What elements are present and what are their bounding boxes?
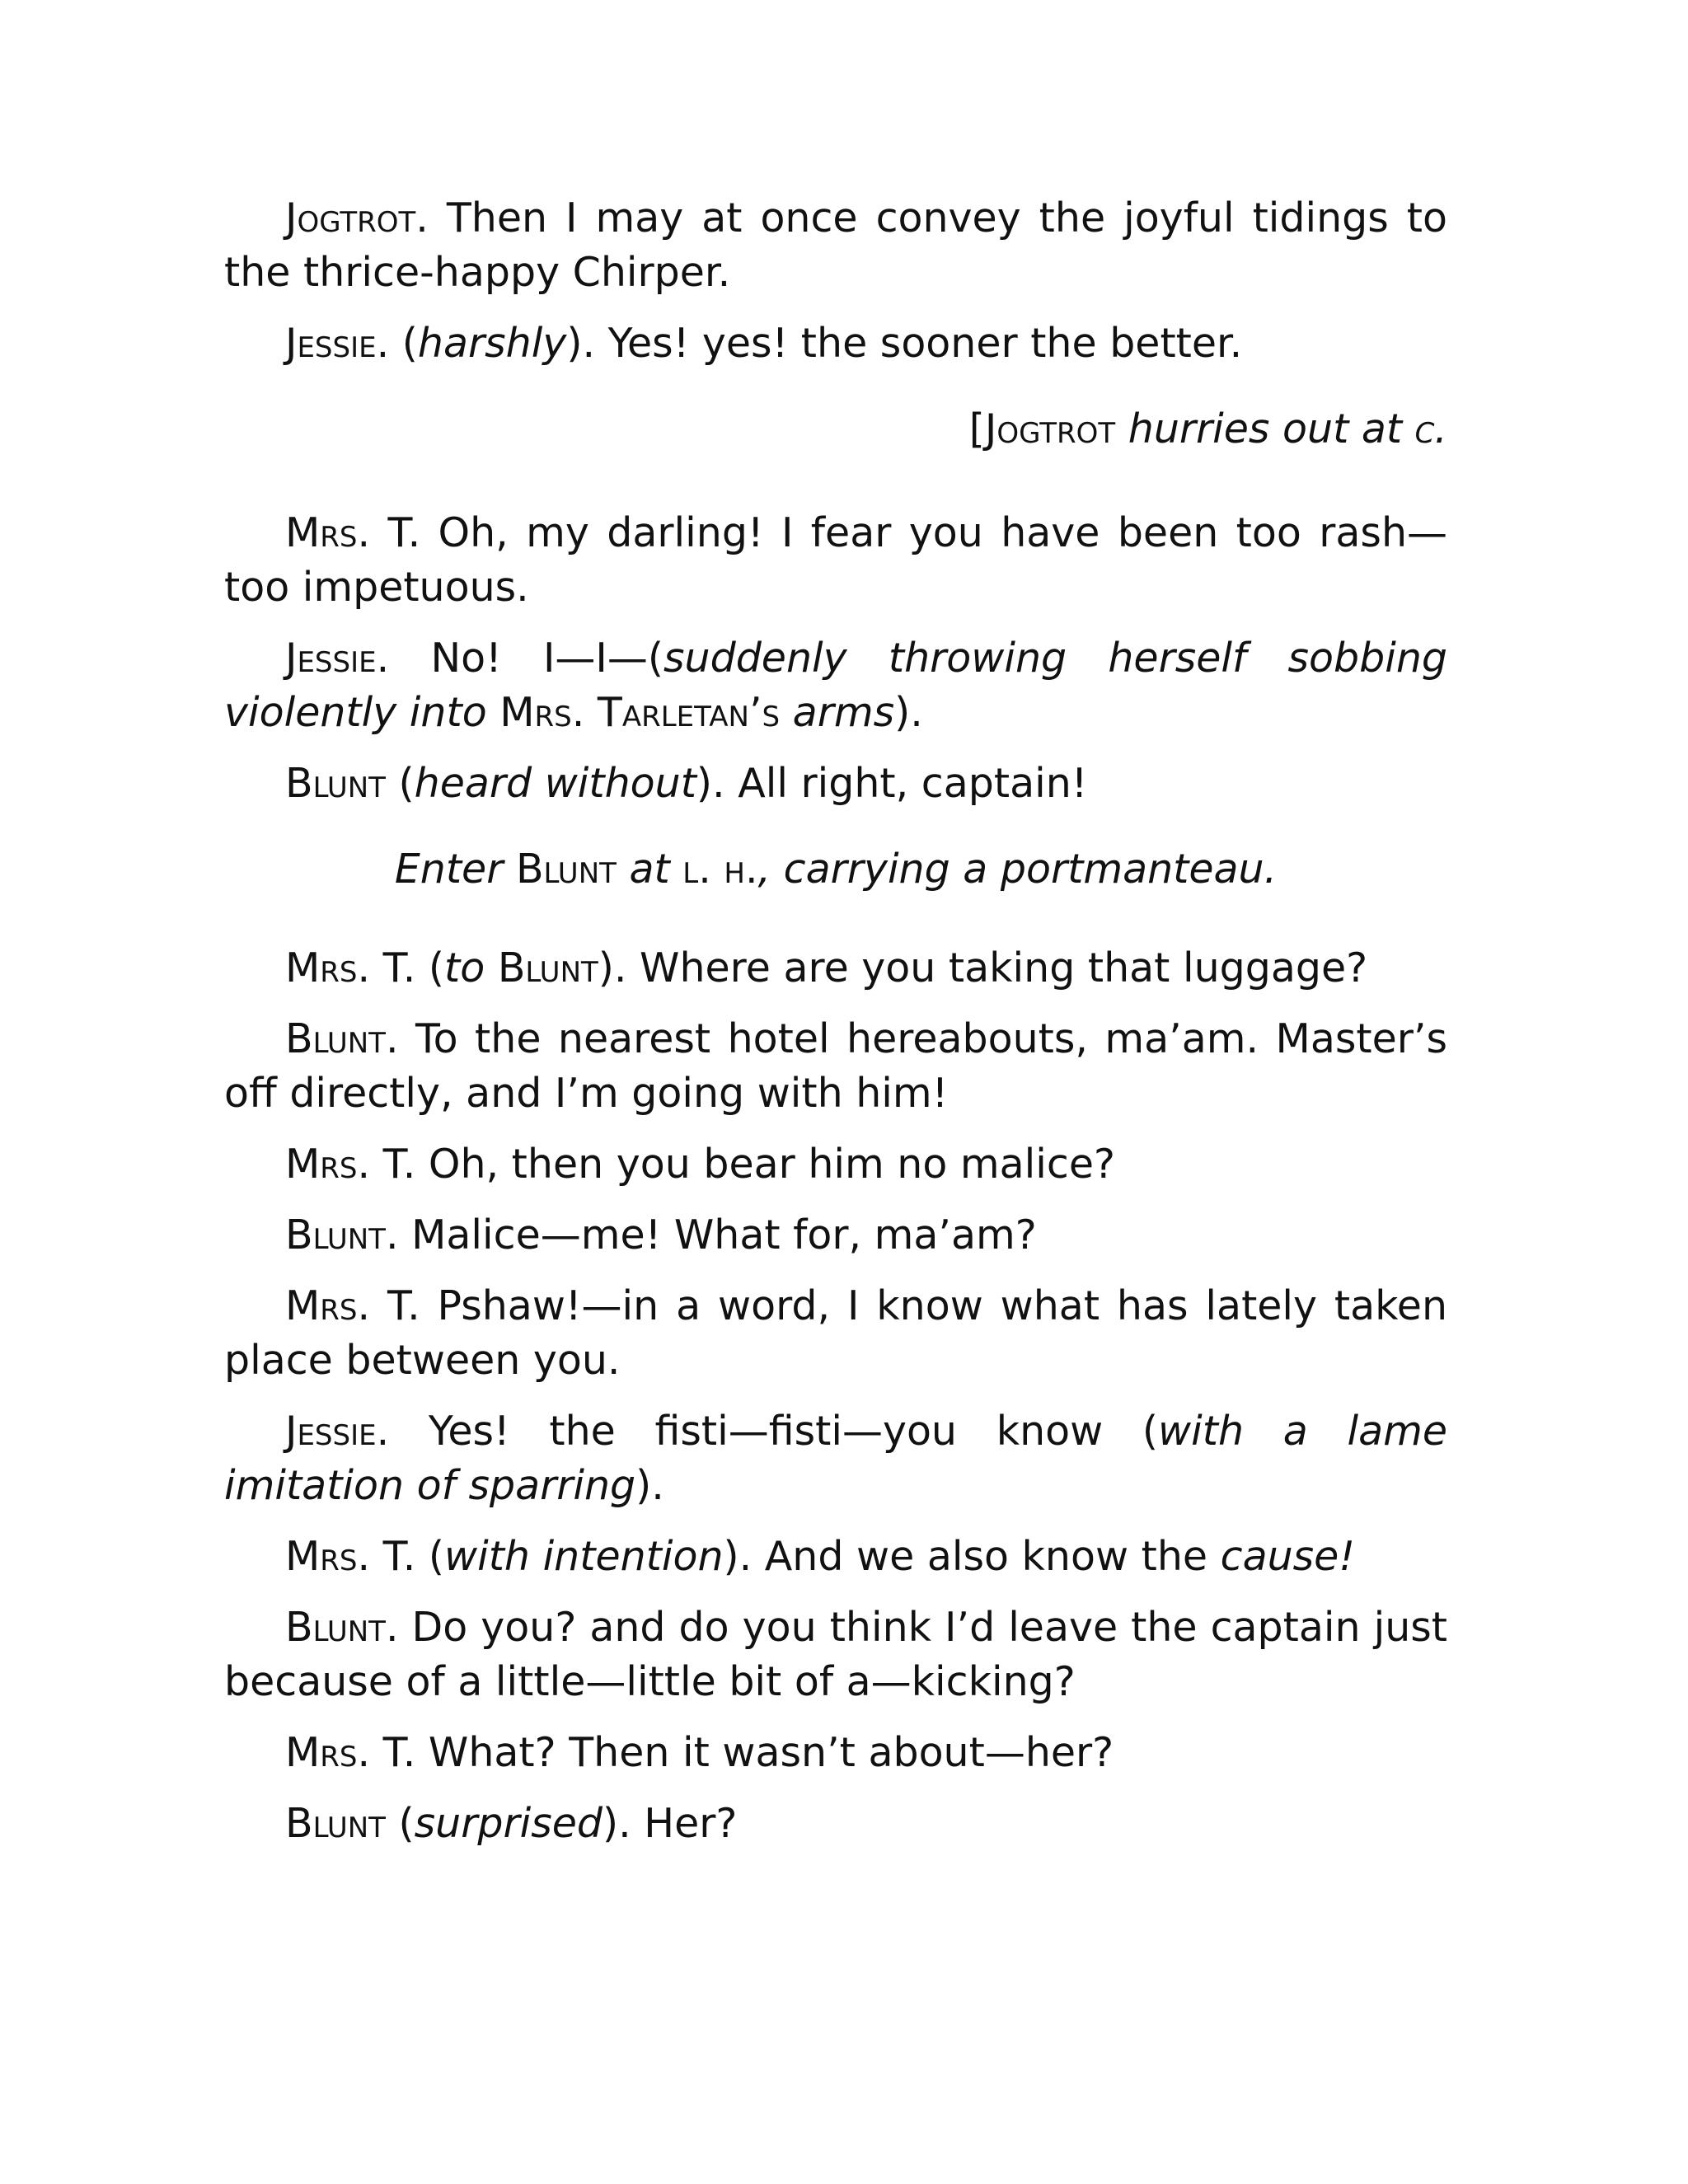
text-run: ). Yes! yes! the sooner the better. [566,320,1243,367]
italic-direction: Enter [394,846,516,893]
text-run: . Malice—me! What for, ma’am? [385,1212,1037,1258]
text-run: . Do you? and do you think I’d leave the captain just because of a little—little bit of a—kicking? [224,1604,1447,1705]
speaker-name: Mrs [499,689,572,736]
text-run: [ [968,405,985,452]
italic-direction: arms [780,689,895,736]
speaker-name: Blunt [285,1800,386,1847]
text-run: ( [385,760,415,807]
italic-direction: to [444,944,498,991]
play-page [224,191,1447,1868]
text-run: ). [635,1462,664,1509]
stage-direction [224,842,1447,897]
text-run: . To the nearest hotel hereabouts, ma’am. Master’s off directly, and I’m going with him! [224,1015,1447,1117]
italic-direction: with intention [444,1533,724,1580]
speech-paragraph [224,1208,1447,1263]
speaker-name: Mrs [285,509,358,556]
text-run: . T. Pshaw!—in a word, I know what has lately taken place between you. [224,1282,1447,1384]
speech-paragraph [224,1601,1447,1709]
speech-paragraph [224,1279,1447,1388]
speaker-name: Blunt [285,1212,386,1258]
text-run: . Then I may at once convey the joyful tidings to the thrice-happy Chirper. [224,194,1447,296]
speech-paragraph [224,506,1447,615]
italic-direction: harshly [417,320,567,367]
speaker-name: Jessie [285,1408,377,1455]
speaker-name: Blunt [285,1015,386,1062]
speech-paragraph [224,941,1447,996]
speaker-name: Blunt [515,846,617,893]
speaker-name: Blunt [285,1604,386,1651]
speech-paragraph [224,316,1447,371]
italic-direction: with a lame imitation of sparring [224,1408,1448,1509]
text-run: . T. ( [357,944,445,991]
italic-direction: heard without [414,760,696,807]
speech-paragraph [224,1726,1447,1780]
italic-direction: at [616,846,683,893]
text-run: ( [385,1800,415,1847]
text-run: . [571,689,598,736]
speaker-name: Blunt [497,944,598,991]
speaker-name: Blunt [285,760,386,807]
speech-paragraph [224,1530,1447,1584]
speech-paragraph [224,1797,1447,1851]
text-run: ). And we also know the [723,1533,1221,1580]
speaker-name: Tarletan’s [597,689,781,736]
speaker-name: Jogtrot [285,194,416,241]
speaker-name: Mrs [285,1141,358,1188]
speaker-name: Jogtrot [984,405,1116,452]
text-run: . T. What? Then it wasn’t about—her? [357,1729,1114,1776]
speaker-name: Jessie [285,635,377,682]
speaker-name: l. h. [682,846,758,893]
text-run: ). Her? [603,1800,738,1847]
text-run: ). All right, captain! [696,760,1088,807]
text-run: ). [894,689,923,736]
italic-direction: surprised [414,1800,603,1847]
speech-paragraph [224,1404,1447,1513]
speaker-name: Mrs [285,944,358,991]
speech-paragraph [224,1137,1447,1192]
text-run: . Yes! the fisti—fisti—you know ( [376,1408,1159,1455]
speaker-name: Mrs [285,1282,358,1329]
text-run: . T. Oh, then you bear him no malice? [357,1141,1115,1188]
speaker-name: Jessie [285,320,377,367]
italic-direction: cause! [1220,1533,1355,1580]
exit-direction [224,402,1447,457]
speech-paragraph [224,757,1447,811]
speech-paragraph [224,1012,1447,1121]
speaker-name: Mrs [285,1533,358,1580]
speaker-name: Mrs [285,1729,358,1776]
italic-direction: hurries out at [1115,405,1415,452]
text-run: ). Where are you taking that luggage? [598,944,1368,991]
speaker-name: c. [1414,405,1447,452]
italic-direction: suddenly throwing herself sobbing violently into [224,635,1447,736]
speech-paragraph [224,631,1447,740]
text-run: . T. ( [357,1533,445,1580]
italic-direction: , carrying a portmanteau. [757,846,1278,893]
text-run: . No! I—I—( [376,635,663,682]
text-run: . ( [376,320,418,367]
speech-paragraph [224,191,1447,300]
text-run: . T. Oh, my darling! I fear you have been too rash—too impetuous. [224,509,1447,611]
